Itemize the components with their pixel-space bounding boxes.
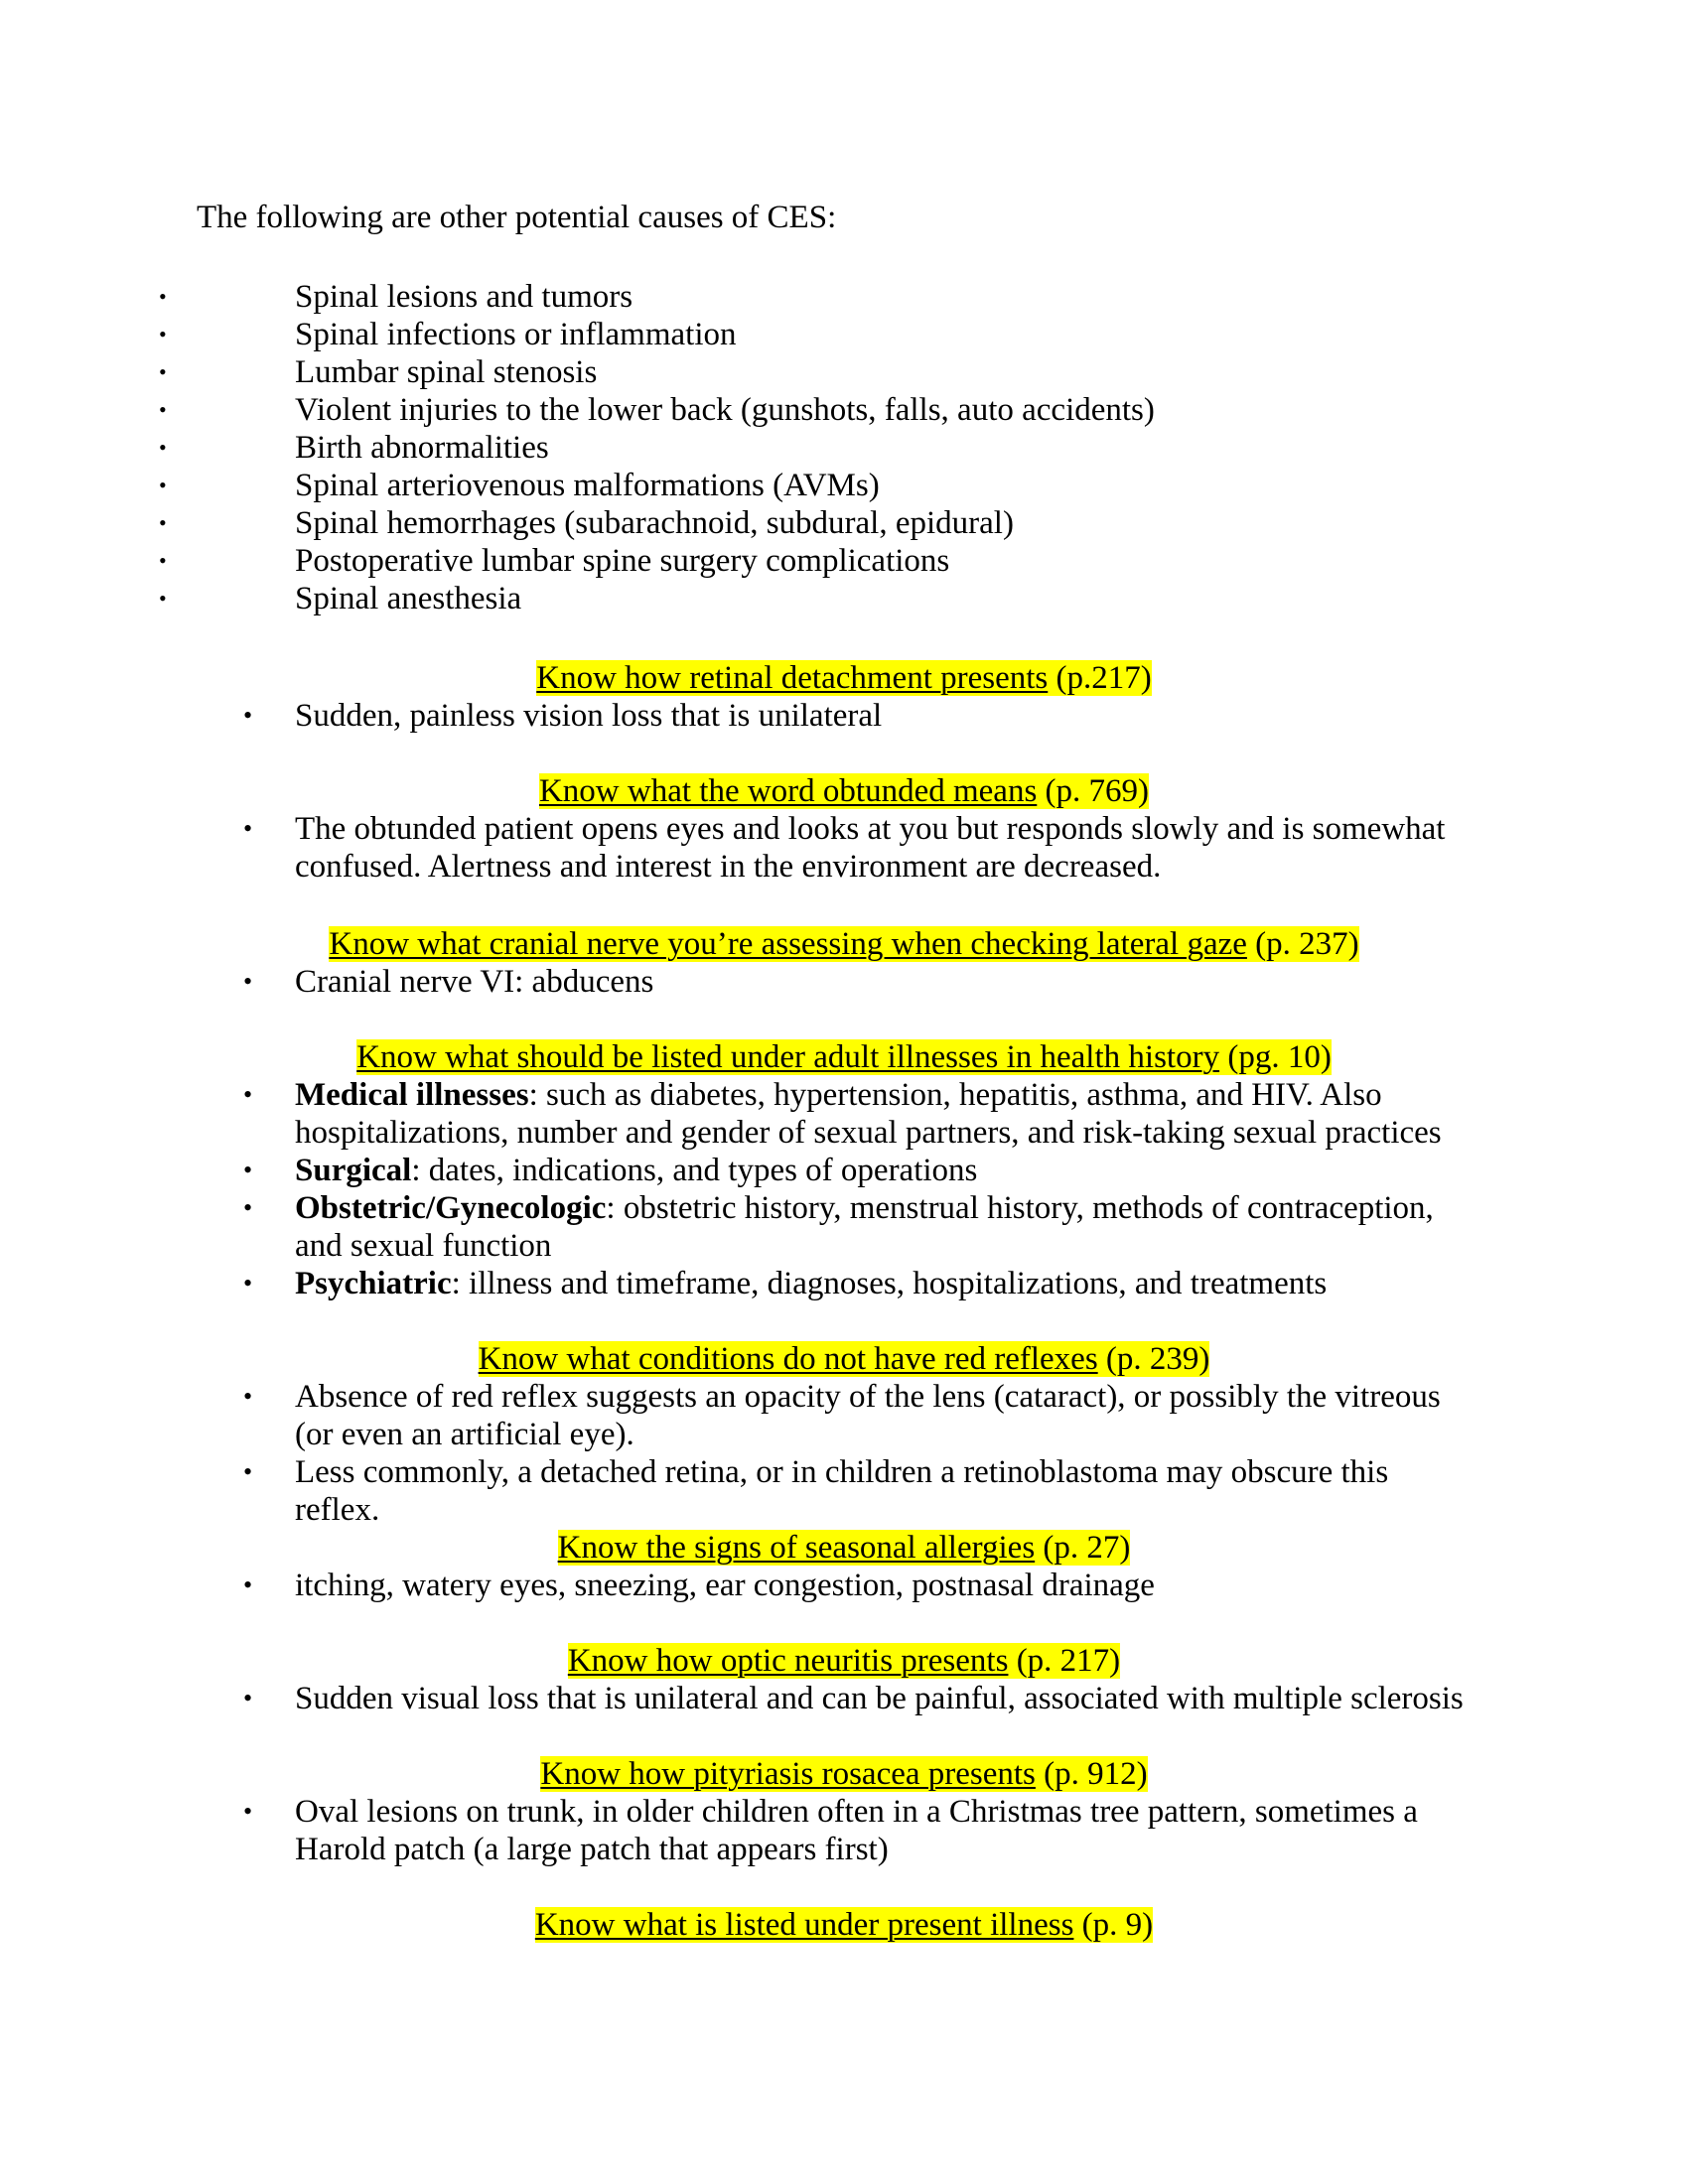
- list-item-continuation: and sexual function: [295, 1228, 552, 1264]
- page-ref: (p. 237): [1246, 926, 1359, 962]
- bullet: •: [159, 548, 167, 573]
- bullet: •: [243, 1080, 253, 1109]
- bullet: •: [159, 473, 167, 497]
- list-item: Cranial nerve VI: abducens: [295, 964, 654, 1000]
- bullet: •: [243, 1382, 253, 1411]
- bullet: •: [159, 586, 167, 611]
- list-item: Sudden visual loss that is unilateral and can be painful, associated with multiple sclerosis: [295, 1681, 1464, 1716]
- heading-link-text: Know how retinal detachment presents: [536, 660, 1049, 696]
- section-heading: [0, 1529, 1688, 1567]
- list-item: The obtunded patient opens eyes and looks at you but responds slowly and is somewhat: [295, 811, 1446, 847]
- bullet: •: [159, 510, 167, 535]
- page-ref: (pg. 10): [1219, 1039, 1332, 1075]
- item-text: : obstetric history, menstrual history, methods of contraception,: [606, 1190, 1434, 1226]
- page-ref: (p. 9): [1073, 1907, 1154, 1943]
- bullet: •: [159, 284, 167, 309]
- list-item: Postoperative lumbar spine surgery complications: [295, 543, 950, 579]
- section-heading: [0, 1906, 1688, 1944]
- bullet: •: [243, 701, 253, 730]
- bullet: •: [243, 1570, 253, 1599]
- list-item: Lumbar spinal stenosis: [295, 354, 598, 390]
- bullet: •: [243, 1797, 253, 1826]
- bullet: •: [243, 1684, 253, 1712]
- heading-link-text: Know what conditions do not have red reflexes: [478, 1341, 1098, 1377]
- section-heading: [0, 1642, 1688, 1680]
- list-item-continuation: Harold patch (a large patch that appears first): [295, 1832, 889, 1867]
- item-label: Surgical: [295, 1153, 412, 1188]
- page-ref: (p. 217): [1008, 1643, 1121, 1679]
- list-item: Spinal lesions and tumors: [295, 279, 633, 315]
- list-item: Birth abnormalities: [295, 430, 549, 466]
- heading-link-text: Know how optic neuritis presents: [567, 1643, 1009, 1679]
- item-text: : dates, indications, and types of operations: [411, 1153, 978, 1188]
- heading-link-text: Know what is listed under present illness: [534, 1907, 1074, 1943]
- list-item-continuation: hospitalizations, number and gender of sexual partners, and risk-taking sexual practices: [295, 1115, 1442, 1151]
- list-item-continuation: reflex.: [295, 1492, 380, 1528]
- section-heading: [0, 925, 1688, 963]
- heading-link-text: Know what cranial nerve you’re assessing when checking lateral gaze: [329, 926, 1247, 962]
- list-item: Sudden, painless vision loss that is unilateral: [295, 698, 883, 734]
- bullet: •: [159, 359, 167, 384]
- section-heading: [0, 1755, 1688, 1793]
- section-heading: [0, 772, 1688, 810]
- bullet: •: [159, 397, 167, 422]
- list-item: Spinal anesthesia: [295, 581, 522, 616]
- list-item: Oval lesions on trunk, in older children often in a Christmas tree pattern, sometimes a: [295, 1794, 1418, 1830]
- bullet: •: [243, 1156, 253, 1184]
- page-ref: (p. 27): [1035, 1530, 1131, 1566]
- bullet: •: [243, 1269, 253, 1297]
- list-item: [295, 1076, 1382, 1114]
- list-item-continuation: (or even an artificial eye).: [295, 1417, 634, 1452]
- bullet: •: [159, 322, 167, 346]
- heading-link-text: Know what should be listed under adult illnesses in health history: [356, 1039, 1220, 1075]
- page-ref: (p. 239): [1097, 1341, 1210, 1377]
- bullet: •: [243, 814, 253, 843]
- list-item: Violent injuries to the lower back (gunshots, falls, auto accidents): [295, 392, 1155, 428]
- heading-link-text: Know what the word obtunded means: [538, 773, 1038, 809]
- section-heading: [0, 659, 1688, 697]
- list-item: itching, watery eyes, sneezing, ear congestion, postnasal drainage: [295, 1568, 1155, 1603]
- bullet: •: [243, 1193, 253, 1222]
- section-heading: [0, 1340, 1688, 1378]
- item-label: Psychiatric: [295, 1266, 452, 1301]
- page-ref: (p. 769): [1037, 773, 1150, 809]
- list-item: [295, 1265, 1327, 1302]
- list-item: Less commonly, a detached retina, or in children a retinoblastoma may obscure this: [295, 1454, 1389, 1490]
- bullet: •: [159, 435, 167, 460]
- page-ref: (p.217): [1048, 660, 1152, 696]
- list-item: Absence of red reflex suggests an opacity of the lens (cataract), or possibly the vitreous: [295, 1379, 1441, 1415]
- item-label: Medical illnesses: [295, 1077, 529, 1113]
- item-text: : illness and timeframe, diagnoses, hospitalizations, and treatments: [451, 1266, 1328, 1301]
- item-label: Obstetric/Gynecologic: [295, 1190, 607, 1226]
- bullet: •: [243, 967, 253, 996]
- list-item: Spinal arteriovenous malformations (AVMs): [295, 468, 880, 503]
- heading-link-text: Know how pityriasis rosacea presents: [540, 1756, 1036, 1792]
- intro-text: The following are other potential causes of CES:: [197, 200, 837, 235]
- list-item: Spinal infections or inflammation: [295, 317, 737, 352]
- list-item: [295, 1152, 977, 1189]
- bullet: •: [243, 1457, 253, 1486]
- page-ref: (p. 912): [1035, 1756, 1148, 1792]
- list-item-continuation: confused. Alertness and interest in the environment are decreased.: [295, 849, 1162, 885]
- item-text: : such as diabetes, hypertension, hepatitis, asthma, and HIV. Also: [528, 1077, 1382, 1113]
- heading-link-text: Know the signs of seasonal allergies: [557, 1530, 1036, 1566]
- section-heading: [0, 1038, 1688, 1076]
- list-item: Spinal hemorrhages (subarachnoid, subdural, epidural): [295, 505, 1014, 541]
- list-item: [295, 1189, 1434, 1227]
